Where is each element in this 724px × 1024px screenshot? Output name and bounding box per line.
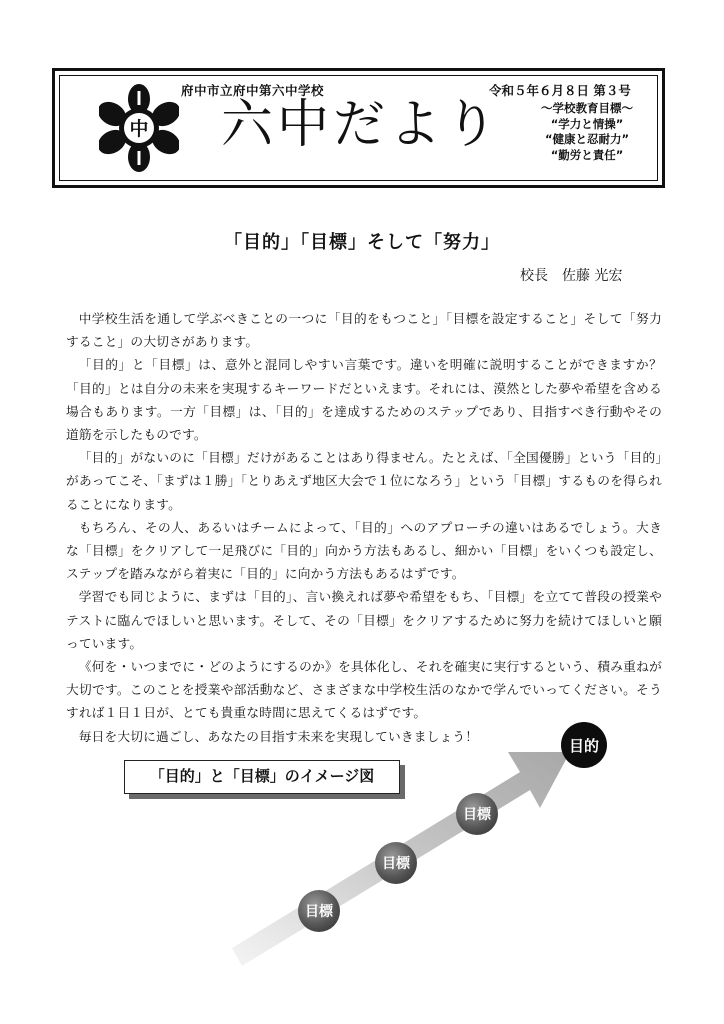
diagram-title: 「目的」と「目標」のイメージ図 xyxy=(124,760,400,794)
goal-item: “勤労と責任” xyxy=(550,147,624,162)
paragraph: 毎日を大切に過ごし、あなたの目指す未来を実現していきましょう！ xyxy=(78,728,479,744)
goals-heading: ～学校教育目標～ xyxy=(541,101,633,115)
paragraph: もちろん、その人、あるいはチームによって、「目的」へのアプローチの違いはあるでしょう。大きな「目標」をクリアして一足飛びに「目的」向かう方法もあるし、細かい「目標」をいくつも設定し、ステップを踏みながら着実に「目的」に向かう方法もあるはずです。 xyxy=(66,519,662,582)
target-step-node: 目標 xyxy=(298,890,340,932)
emblem-char: 中 xyxy=(129,118,149,140)
target-step-node: 目標 xyxy=(456,793,498,835)
paragraph: 学習でも同じように、まずは「目的」、言い換えれば夢や希望をもち、「目標」を立てて普段の授業やテストに臨んでほしいと思います。そして、その「目標」をクリアするために努力を続けてほしいと願っています。 xyxy=(66,589,662,651)
goal-item: “健康と忍耐力” xyxy=(544,132,630,146)
issue-date: 令和５年６月８日 第３号 xyxy=(489,83,631,98)
paragraph: 「目的」と「目標」は、意外と混同しやすい言葉です。違いを明確に説明することができますか？「目的」とは自分の未来を実現するキーワードだといえます。それには、漠然とした夢や希望を含める場合もあります。一方「目標」は、「目的」を達成するためのステップであり、目指すべき行動やその道筋を示したものです。 xyxy=(66,357,662,443)
author-name: 佐藤 光宏 xyxy=(562,268,623,284)
target-step-node: 目標 xyxy=(375,842,417,884)
paragraph: 中学校生活を通して学ぶべきことの一つに「目的をもつこと」「目標を設定すること」そして「努力すること」の大切さがあります。 xyxy=(66,311,662,350)
article-title: 「目的」「目標」そして「努力」 xyxy=(224,232,500,253)
paragraph: 《何を・いつまでに・どのようにするのか》を具体化し、それを確実に実行するという、積み重ねが大切です。このことを授業や部活動など、さまざまな中学校生活のなかで学んでいってください。そうすれば１日１日が、とても貴重な時間に思えてくるはずです。 xyxy=(66,659,662,721)
newsletter-title: 六中だより xyxy=(221,95,502,155)
goal-node: 目的 xyxy=(561,722,607,768)
school-name: 府中市立府中第六中学校 xyxy=(181,83,325,98)
author-role: 校長 xyxy=(520,268,548,284)
goal-item: “学力と情操” xyxy=(550,116,624,131)
paragraph: 「目的」がないのに「目標」だけがあることはあり得ません。たとえば、「全国優勝」という「目的」があってこそ、「まずは１勝」「とりあえず地区大会で１位になろう」という「目標」するものを得られることになります。 xyxy=(66,450,662,512)
